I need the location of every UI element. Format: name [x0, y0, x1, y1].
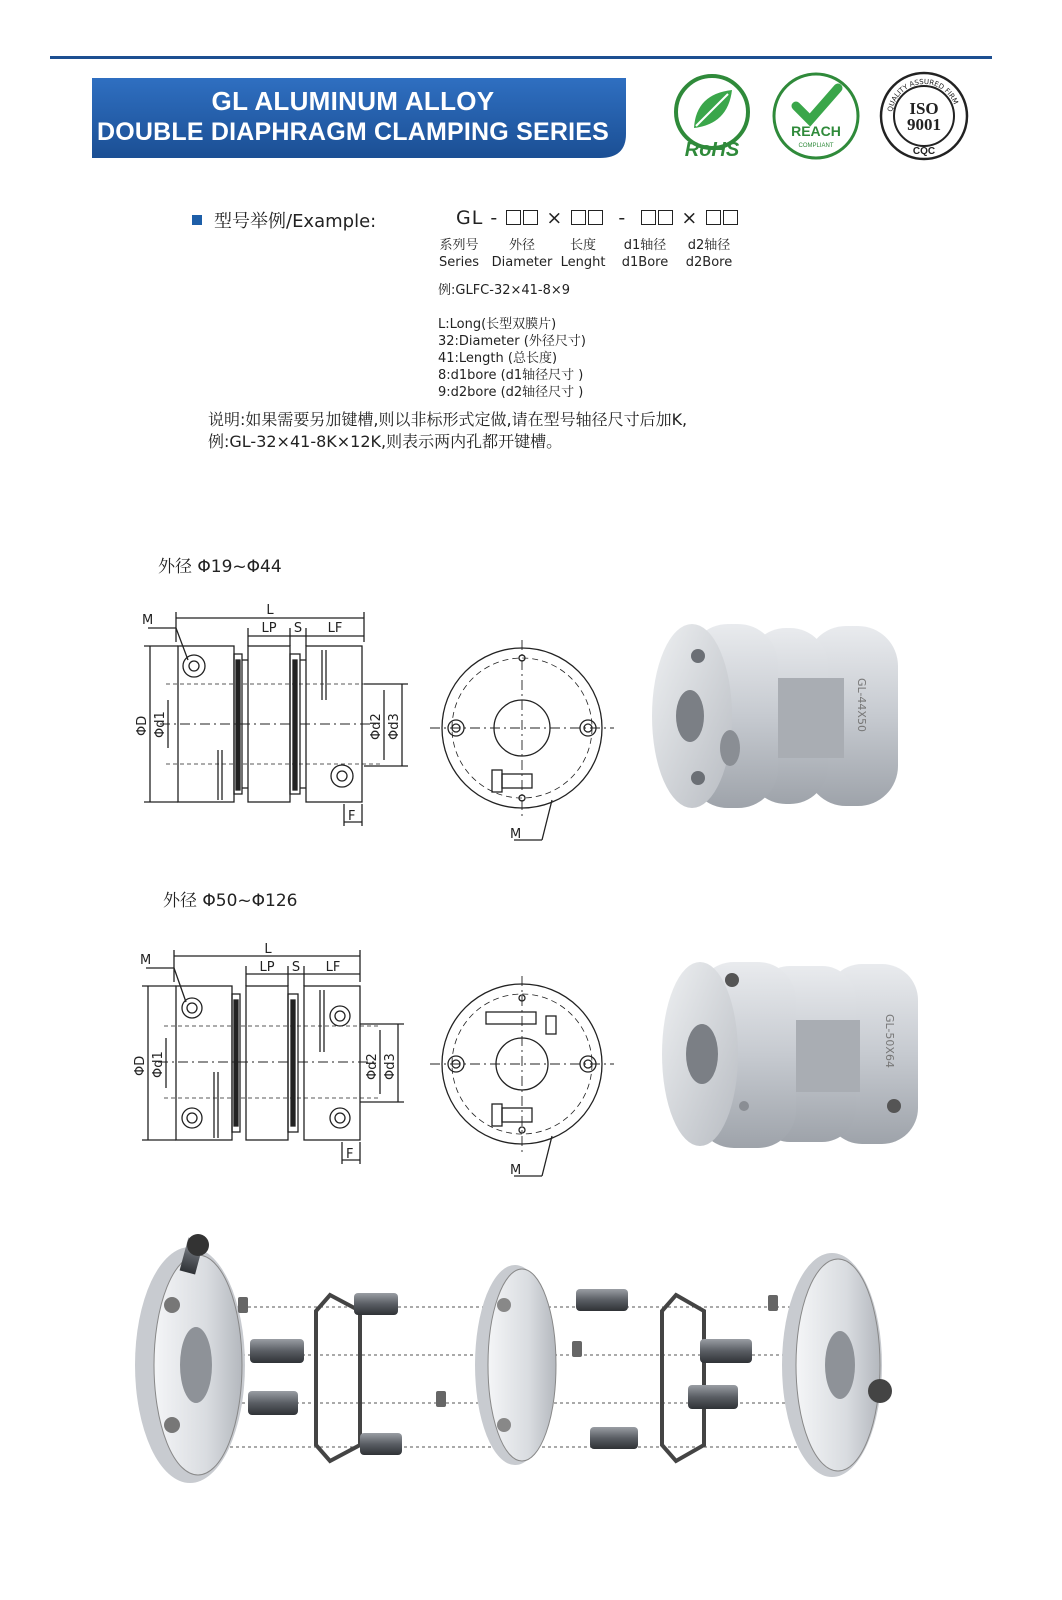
placeholder-box [571, 210, 586, 225]
dim-D: ΦD [133, 1055, 148, 1076]
reach-label: REACH [791, 123, 841, 139]
model-sep: × [681, 207, 699, 229]
title-line-1: GL ALUMINUM ALLOY [211, 86, 495, 116]
product-photo-large [656, 956, 926, 1156]
end-view-drawing-large [430, 976, 620, 1186]
dim-L: L [264, 942, 272, 957]
dim-F: F [346, 1147, 354, 1162]
legend-item: 41:Length (总长度) [438, 351, 558, 366]
exploded-assembly-illustration [120, 1215, 920, 1505]
legend-list [438, 316, 586, 401]
reach-check-icon [770, 70, 862, 162]
col-cn: 外径 [508, 238, 535, 253]
dim-D: ΦD [135, 715, 150, 736]
example-sample: 例:GLFC-32×41-8×9 [438, 283, 571, 298]
col-en: Series [439, 255, 479, 270]
dim-d3: Φd3 [383, 1053, 398, 1080]
title-line-2: DOUBLE DIAPHRAGM CLAMPING SERIES [97, 118, 609, 146]
dim-M: M [140, 953, 152, 968]
placeholder-box [523, 210, 538, 225]
end-view-drawing-small [430, 640, 620, 850]
header-rule [50, 56, 992, 59]
side-view-drawing-small [130, 600, 420, 840]
dim-LP: LP [259, 960, 275, 975]
dim-S: S [293, 621, 303, 636]
dim-M: M [142, 613, 154, 628]
dim-d1: Φd1 [153, 711, 168, 738]
model-sep: - [618, 207, 627, 229]
dim-d1: Φd1 [151, 1051, 166, 1078]
col-cn: d1轴径 [623, 238, 667, 253]
col-en: d2Bore [685, 255, 733, 270]
dim-S: S [291, 960, 301, 975]
note-line-2: 例:GL-32×41-8K×12K,则表示两内孔都开键槽。 [208, 432, 563, 451]
col-en: Lenght [560, 255, 606, 270]
product-label-large: GL-50X64 [883, 1014, 896, 1068]
col-cn: 长度 [569, 238, 596, 253]
placeholder-box [706, 210, 721, 225]
placeholder-box [641, 210, 656, 225]
legend-item: 8:d1bore (d1轴径尺寸 ) [438, 368, 584, 383]
side-view-drawing-large [128, 942, 418, 1182]
reach-sub: COMPLIANT [798, 143, 834, 149]
section-title-large: 外径 Φ50~Φ126 [163, 891, 298, 911]
section-title-small: 外径 Φ19~Φ44 [158, 557, 282, 577]
svg-text:ISO: ISO [909, 99, 939, 118]
example-label: 型号举例/Example: [214, 211, 377, 232]
dim-d2: Φd2 [369, 713, 384, 740]
legend-item: 32:Diameter (外径尺寸) [438, 334, 586, 349]
model-pattern [456, 207, 739, 229]
dim-d3: Φd3 [387, 713, 402, 740]
col-en: d1Bore [621, 255, 669, 270]
dim-d2: Φd2 [365, 1053, 380, 1080]
rohs-label: RoHS [684, 139, 740, 161]
placeholder-box [506, 210, 521, 225]
col-series [436, 237, 482, 271]
page-title [92, 86, 614, 148]
iso-ring-text: QUALITY ASSURED FIRM [886, 77, 960, 113]
dim-F: F [348, 809, 356, 824]
placeholder-box [723, 210, 738, 225]
legend-item: 9:d2bore (d2轴径尺寸 ) [438, 385, 584, 400]
dim-LF: LF [327, 621, 343, 636]
placeholder-box [658, 210, 673, 225]
end-dim-M: M [510, 1163, 522, 1178]
placeholder-box [588, 210, 603, 225]
dim-L: L [266, 603, 274, 618]
svg-text:9001: 9001 [907, 115, 941, 134]
col-length [556, 237, 610, 271]
dim-LF: LF [325, 960, 341, 975]
col-d1 [616, 237, 674, 271]
note-line-1: 说明:如果需要另加键槽,则以非标形式定做,请在型号轴径尺寸后加K, [208, 410, 688, 429]
product-label-small: GL-44X50 [855, 678, 868, 732]
model-sep: × [546, 207, 564, 229]
model-prefix: GL - [456, 207, 499, 229]
col-cn: d2轴径 [687, 238, 731, 253]
dim-LP: LP [261, 621, 277, 636]
rohs-leaf-icon [666, 70, 758, 162]
cqc-label: CQC [912, 146, 936, 157]
col-en: Diameter [491, 255, 553, 270]
end-dim-M: M [510, 827, 522, 842]
legend-item: L:Long(长型双膜片) [438, 317, 557, 332]
col-d2 [680, 237, 738, 271]
product-photo-small [648, 618, 908, 818]
iso-seal-icon [878, 70, 970, 162]
example-heading [192, 207, 376, 233]
bullet-square-icon [192, 215, 202, 225]
col-diameter [488, 237, 556, 271]
col-cn: 系列号 [439, 238, 479, 253]
keyway-note [208, 409, 687, 453]
